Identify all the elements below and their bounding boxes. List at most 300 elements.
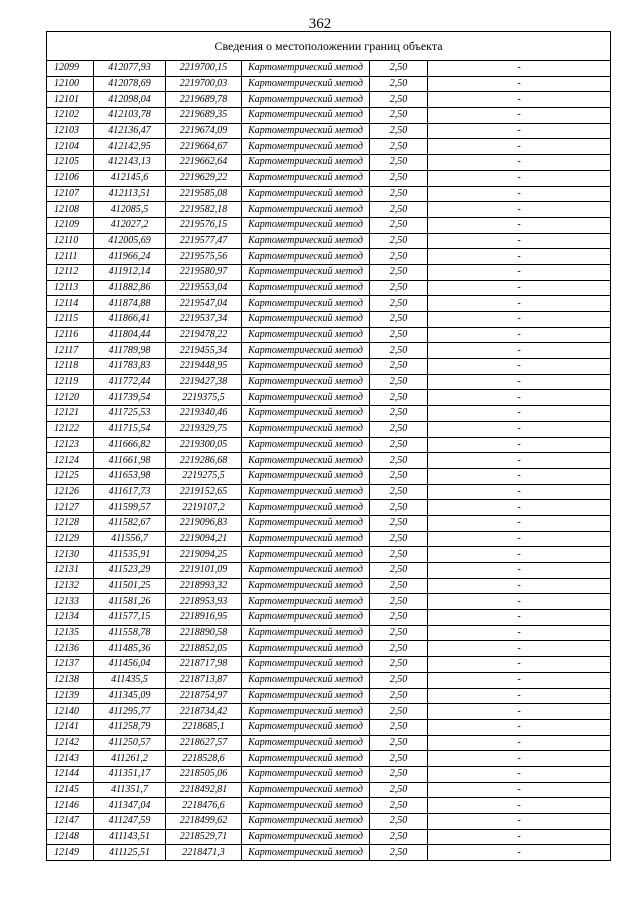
description-cell: - — [428, 719, 611, 735]
point-number-cell: 12139 — [47, 688, 94, 704]
point-number-cell: 12120 — [47, 390, 94, 406]
table-row — [47, 766, 611, 782]
y-coordinate-cell: 2219537,34 — [166, 312, 242, 328]
table-row — [47, 657, 611, 673]
point-number-cell: 12103 — [47, 123, 94, 139]
x-coordinate-cell: 411739,54 — [94, 390, 166, 406]
method-cell: Картометрический метод — [242, 437, 370, 453]
x-coordinate-cell: 411558,78 — [94, 625, 166, 641]
point-number-cell: 12133 — [47, 594, 94, 610]
point-number-cell: 12115 — [47, 312, 94, 328]
y-coordinate-cell: 2219329,75 — [166, 421, 242, 437]
method-cell: Картометрический метод — [242, 766, 370, 782]
y-coordinate-cell: 2218627,57 — [166, 735, 242, 751]
y-coordinate-cell: 2219689,35 — [166, 108, 242, 124]
description-cell: - — [428, 484, 611, 500]
method-cell: Картометрический метод — [242, 170, 370, 186]
accuracy-cell: 2,50 — [370, 312, 428, 328]
x-coordinate-cell: 411295,77 — [94, 704, 166, 720]
accuracy-cell: 2,50 — [370, 406, 428, 422]
point-number-cell: 12137 — [47, 657, 94, 673]
description-cell: - — [428, 139, 611, 155]
table-row — [47, 76, 611, 92]
table-row — [47, 531, 611, 547]
table-row — [47, 798, 611, 814]
accuracy-cell: 2,50 — [370, 437, 428, 453]
description-cell: - — [428, 814, 611, 830]
x-coordinate-cell: 411725,53 — [94, 406, 166, 422]
table-row — [47, 186, 611, 202]
description-cell: - — [428, 563, 611, 579]
method-cell: Картометрический метод — [242, 829, 370, 845]
accuracy-cell: 2,50 — [370, 782, 428, 798]
x-coordinate-cell: 411866,41 — [94, 312, 166, 328]
method-cell: Картометрический метод — [242, 217, 370, 233]
table-row — [47, 264, 611, 280]
accuracy-cell: 2,50 — [370, 139, 428, 155]
method-cell: Картометрический метод — [242, 92, 370, 108]
point-number-cell: 12148 — [47, 829, 94, 845]
point-number-cell: 12142 — [47, 735, 94, 751]
table-row — [47, 500, 611, 516]
accuracy-cell: 2,50 — [370, 719, 428, 735]
y-coordinate-cell: 2219700,03 — [166, 76, 242, 92]
accuracy-cell: 2,50 — [370, 547, 428, 563]
x-coordinate-cell: 412145,6 — [94, 170, 166, 186]
method-cell: Картометрический метод — [242, 657, 370, 673]
point-number-cell: 12116 — [47, 327, 94, 343]
x-coordinate-cell: 411577,15 — [94, 610, 166, 626]
table-row — [47, 453, 611, 469]
description-cell: - — [428, 233, 611, 249]
x-coordinate-cell: 412078,69 — [94, 76, 166, 92]
y-coordinate-cell: 2219547,04 — [166, 296, 242, 312]
accuracy-cell: 2,50 — [370, 500, 428, 516]
x-coordinate-cell: 411125,51 — [94, 845, 166, 861]
table-row — [47, 515, 611, 531]
description-cell: - — [428, 500, 611, 516]
point-number-cell: 12129 — [47, 531, 94, 547]
description-cell: - — [428, 766, 611, 782]
y-coordinate-cell: 2219094,25 — [166, 547, 242, 563]
point-number-cell: 12130 — [47, 547, 94, 563]
accuracy-cell: 2,50 — [370, 61, 428, 77]
point-number-cell: 12145 — [47, 782, 94, 798]
point-number-cell: 12111 — [47, 249, 94, 265]
method-cell: Картометрический метод — [242, 845, 370, 861]
point-number-cell: 12113 — [47, 280, 94, 296]
table-row — [47, 735, 611, 751]
x-coordinate-cell: 411874,88 — [94, 296, 166, 312]
x-coordinate-cell: 411581,26 — [94, 594, 166, 610]
table-row — [47, 672, 611, 688]
description-cell: - — [428, 390, 611, 406]
point-number-cell: 12127 — [47, 500, 94, 516]
x-coordinate-cell: 411617,73 — [94, 484, 166, 500]
y-coordinate-cell: 2218993,32 — [166, 578, 242, 594]
point-number-cell: 12132 — [47, 578, 94, 594]
y-coordinate-cell: 2218713,87 — [166, 672, 242, 688]
description-cell: - — [428, 578, 611, 594]
y-coordinate-cell: 2219576,15 — [166, 217, 242, 233]
table-row — [47, 829, 611, 845]
description-cell: - — [428, 92, 611, 108]
point-number-cell: 12123 — [47, 437, 94, 453]
y-coordinate-cell: 2218499,62 — [166, 814, 242, 830]
accuracy-cell: 2,50 — [370, 829, 428, 845]
method-cell: Картометрический метод — [242, 641, 370, 657]
accuracy-cell: 2,50 — [370, 563, 428, 579]
y-coordinate-cell: 2219455,34 — [166, 343, 242, 359]
x-coordinate-cell: 411715,54 — [94, 421, 166, 437]
accuracy-cell: 2,50 — [370, 374, 428, 390]
point-number-cell: 12149 — [47, 845, 94, 861]
method-cell: Картометрический метод — [242, 390, 370, 406]
method-cell: Картометрический метод — [242, 500, 370, 516]
table-row — [47, 421, 611, 437]
description-cell: - — [428, 468, 611, 484]
x-coordinate-cell: 412142,95 — [94, 139, 166, 155]
accuracy-cell: 2,50 — [370, 92, 428, 108]
x-coordinate-cell: 411351,17 — [94, 766, 166, 782]
table-row — [47, 139, 611, 155]
method-cell: Картометрический метод — [242, 359, 370, 375]
y-coordinate-cell: 2218471,3 — [166, 845, 242, 861]
y-coordinate-cell: 2219629,22 — [166, 170, 242, 186]
x-coordinate-cell: 411912,14 — [94, 264, 166, 280]
table-row — [47, 751, 611, 767]
description-cell: - — [428, 735, 611, 751]
method-cell: Картометрический метод — [242, 406, 370, 422]
description-cell: - — [428, 641, 611, 657]
y-coordinate-cell: 2218505,06 — [166, 766, 242, 782]
x-coordinate-cell: 411966,24 — [94, 249, 166, 265]
point-number-cell: 12143 — [47, 751, 94, 767]
description-cell: - — [428, 343, 611, 359]
point-number-cell: 12106 — [47, 170, 94, 186]
description-cell: - — [428, 704, 611, 720]
x-coordinate-cell: 411347,04 — [94, 798, 166, 814]
method-cell: Картометрический метод — [242, 139, 370, 155]
description-cell: - — [428, 782, 611, 798]
accuracy-cell: 2,50 — [370, 594, 428, 610]
table-row — [47, 688, 611, 704]
accuracy-cell: 2,50 — [370, 155, 428, 171]
description-cell: - — [428, 594, 611, 610]
point-number-cell: 12117 — [47, 343, 94, 359]
point-number-cell: 12109 — [47, 217, 94, 233]
y-coordinate-cell: 2218734,42 — [166, 704, 242, 720]
description-cell: - — [428, 845, 611, 861]
point-number-cell: 12121 — [47, 406, 94, 422]
table-row — [47, 312, 611, 328]
method-cell: Картометрический метод — [242, 186, 370, 202]
accuracy-cell: 2,50 — [370, 76, 428, 92]
point-number-cell: 12104 — [47, 139, 94, 155]
description-cell: - — [428, 76, 611, 92]
method-cell: Картометрический метод — [242, 264, 370, 280]
description-cell: - — [428, 688, 611, 704]
x-coordinate-cell: 411143,51 — [94, 829, 166, 845]
table-row — [47, 406, 611, 422]
x-coordinate-cell: 411783,83 — [94, 359, 166, 375]
y-coordinate-cell: 2218717,98 — [166, 657, 242, 673]
x-coordinate-cell: 411772,44 — [94, 374, 166, 390]
point-number-cell: 12138 — [47, 672, 94, 688]
table-row — [47, 327, 611, 343]
method-cell: Картометрический метод — [242, 155, 370, 171]
point-number-cell: 12108 — [47, 202, 94, 218]
accuracy-cell: 2,50 — [370, 515, 428, 531]
point-number-cell: 12126 — [47, 484, 94, 500]
point-number-cell: 12128 — [47, 515, 94, 531]
boundary-table — [46, 31, 611, 861]
method-cell: Картометрический метод — [242, 484, 370, 500]
table-row — [47, 782, 611, 798]
y-coordinate-cell: 2219375,5 — [166, 390, 242, 406]
description-cell: - — [428, 531, 611, 547]
accuracy-cell: 2,50 — [370, 468, 428, 484]
description-cell: - — [428, 170, 611, 186]
point-number-cell: 12110 — [47, 233, 94, 249]
table-row — [47, 92, 611, 108]
method-cell: Картометрический метод — [242, 202, 370, 218]
point-number-cell: 12118 — [47, 359, 94, 375]
x-coordinate-cell: 412136,47 — [94, 123, 166, 139]
x-coordinate-cell: 411345,09 — [94, 688, 166, 704]
method-cell: Картометрический метод — [242, 312, 370, 328]
accuracy-cell: 2,50 — [370, 123, 428, 139]
y-coordinate-cell: 2218754,97 — [166, 688, 242, 704]
x-coordinate-cell: 411247,59 — [94, 814, 166, 830]
method-cell: Картометрический метод — [242, 280, 370, 296]
accuracy-cell: 2,50 — [370, 421, 428, 437]
x-coordinate-cell: 411804,44 — [94, 327, 166, 343]
accuracy-cell: 2,50 — [370, 751, 428, 767]
x-coordinate-cell: 412027,2 — [94, 217, 166, 233]
description-cell: - — [428, 186, 611, 202]
point-number-cell: 12119 — [47, 374, 94, 390]
method-cell: Картометрический метод — [242, 782, 370, 798]
y-coordinate-cell: 2219427,38 — [166, 374, 242, 390]
y-coordinate-cell: 2219286,68 — [166, 453, 242, 469]
table-row — [47, 123, 611, 139]
accuracy-cell: 2,50 — [370, 264, 428, 280]
description-cell: - — [428, 829, 611, 845]
y-coordinate-cell: 2219101,09 — [166, 563, 242, 579]
table-title: Сведения о местоположении границ объекта — [47, 32, 611, 61]
table-row — [47, 594, 611, 610]
description-cell: - — [428, 437, 611, 453]
table-row — [47, 217, 611, 233]
accuracy-cell: 2,50 — [370, 233, 428, 249]
x-coordinate-cell: 412103,78 — [94, 108, 166, 124]
table-row — [47, 374, 611, 390]
x-coordinate-cell: 411261,2 — [94, 751, 166, 767]
accuracy-cell: 2,50 — [370, 704, 428, 720]
y-coordinate-cell: 2218953,93 — [166, 594, 242, 610]
description-cell: - — [428, 515, 611, 531]
method-cell: Картометрический метод — [242, 76, 370, 92]
accuracy-cell: 2,50 — [370, 390, 428, 406]
accuracy-cell: 2,50 — [370, 531, 428, 547]
description-cell: - — [428, 123, 611, 139]
table-row — [47, 641, 611, 657]
method-cell: Картометрический метод — [242, 123, 370, 139]
method-cell: Картометрический метод — [242, 735, 370, 751]
description-cell: - — [428, 327, 611, 343]
y-coordinate-cell: 2218890,58 — [166, 625, 242, 641]
y-coordinate-cell: 2218529,71 — [166, 829, 242, 845]
point-number-cell: 12112 — [47, 264, 94, 280]
x-coordinate-cell: 412077,93 — [94, 61, 166, 77]
table-row — [47, 625, 611, 641]
method-cell: Картометрический метод — [242, 343, 370, 359]
accuracy-cell: 2,50 — [370, 814, 428, 830]
x-coordinate-cell: 411582,67 — [94, 515, 166, 531]
point-number-cell: 12144 — [47, 766, 94, 782]
accuracy-cell: 2,50 — [370, 217, 428, 233]
description-cell: - — [428, 625, 611, 641]
table-row — [47, 296, 611, 312]
description-cell: - — [428, 610, 611, 626]
description-cell: - — [428, 657, 611, 673]
table-row — [47, 578, 611, 594]
y-coordinate-cell: 2219107,2 — [166, 500, 242, 516]
description-cell: - — [428, 202, 611, 218]
y-coordinate-cell: 2219674,09 — [166, 123, 242, 139]
table-row — [47, 845, 611, 861]
description-cell: - — [428, 312, 611, 328]
x-coordinate-cell: 411666,82 — [94, 437, 166, 453]
accuracy-cell: 2,50 — [370, 578, 428, 594]
y-coordinate-cell: 2219096,83 — [166, 515, 242, 531]
table-row — [47, 280, 611, 296]
method-cell: Картометрический метод — [242, 625, 370, 641]
method-cell: Картометрический метод — [242, 563, 370, 579]
description-cell: - — [428, 421, 611, 437]
y-coordinate-cell: 2218852,05 — [166, 641, 242, 657]
y-coordinate-cell: 2218476,6 — [166, 798, 242, 814]
x-coordinate-cell: 411456,04 — [94, 657, 166, 673]
x-coordinate-cell: 411250,57 — [94, 735, 166, 751]
point-number-cell: 12102 — [47, 108, 94, 124]
description-cell: - — [428, 155, 611, 171]
accuracy-cell: 2,50 — [370, 657, 428, 673]
point-number-cell: 12114 — [47, 296, 94, 312]
accuracy-cell: 2,50 — [370, 688, 428, 704]
table-row — [47, 359, 611, 375]
method-cell: Картометрический метод — [242, 672, 370, 688]
accuracy-cell: 2,50 — [370, 845, 428, 861]
y-coordinate-cell: 2219094,21 — [166, 531, 242, 547]
table-row — [47, 61, 611, 77]
accuracy-cell: 2,50 — [370, 170, 428, 186]
x-coordinate-cell: 412085,5 — [94, 202, 166, 218]
point-number-cell: 12141 — [47, 719, 94, 735]
table-row — [47, 484, 611, 500]
x-coordinate-cell: 412098,04 — [94, 92, 166, 108]
method-cell: Картометрический метод — [242, 374, 370, 390]
point-number-cell: 12100 — [47, 76, 94, 92]
method-cell: Картометрический метод — [242, 814, 370, 830]
accuracy-cell: 2,50 — [370, 672, 428, 688]
accuracy-cell: 2,50 — [370, 766, 428, 782]
method-cell: Картометрический метод — [242, 233, 370, 249]
x-coordinate-cell: 411789,98 — [94, 343, 166, 359]
point-number-cell: 12105 — [47, 155, 94, 171]
y-coordinate-cell: 2219700,15 — [166, 61, 242, 77]
method-cell: Картометрический метод — [242, 719, 370, 735]
table-row — [47, 468, 611, 484]
method-cell: Картометрический метод — [242, 468, 370, 484]
accuracy-cell: 2,50 — [370, 625, 428, 641]
y-coordinate-cell: 2219585,08 — [166, 186, 242, 202]
table-row — [47, 610, 611, 626]
point-number-cell: 12122 — [47, 421, 94, 437]
table-row — [47, 202, 611, 218]
table-title-row — [47, 32, 611, 61]
table-row — [47, 343, 611, 359]
y-coordinate-cell: 2219152,65 — [166, 484, 242, 500]
x-coordinate-cell: 411485,36 — [94, 641, 166, 657]
point-number-cell: 12124 — [47, 453, 94, 469]
y-coordinate-cell: 2219580,97 — [166, 264, 242, 280]
y-coordinate-cell: 2219448,95 — [166, 359, 242, 375]
x-coordinate-cell: 411435,5 — [94, 672, 166, 688]
method-cell: Картометрический метод — [242, 61, 370, 77]
description-cell: - — [428, 374, 611, 390]
y-coordinate-cell: 2219582,18 — [166, 202, 242, 218]
x-coordinate-cell: 411661,98 — [94, 453, 166, 469]
point-number-cell: 12136 — [47, 641, 94, 657]
y-coordinate-cell: 2219553,04 — [166, 280, 242, 296]
x-coordinate-cell: 411258,79 — [94, 719, 166, 735]
accuracy-cell: 2,50 — [370, 359, 428, 375]
point-number-cell: 12125 — [47, 468, 94, 484]
description-cell: - — [428, 547, 611, 563]
description-cell: - — [428, 108, 611, 124]
accuracy-cell: 2,50 — [370, 484, 428, 500]
accuracy-cell: 2,50 — [370, 327, 428, 343]
y-coordinate-cell: 2218492,81 — [166, 782, 242, 798]
method-cell: Картометрический метод — [242, 751, 370, 767]
accuracy-cell: 2,50 — [370, 296, 428, 312]
point-number-cell: 12146 — [47, 798, 94, 814]
method-cell: Картометрический метод — [242, 688, 370, 704]
point-number-cell: 12101 — [47, 92, 94, 108]
description-cell: - — [428, 280, 611, 296]
y-coordinate-cell: 2219300,05 — [166, 437, 242, 453]
description-cell: - — [428, 264, 611, 280]
table-row — [47, 233, 611, 249]
description-cell: - — [428, 61, 611, 77]
accuracy-cell: 2,50 — [370, 610, 428, 626]
accuracy-cell: 2,50 — [370, 202, 428, 218]
accuracy-cell: 2,50 — [370, 280, 428, 296]
y-coordinate-cell: 2219478,22 — [166, 327, 242, 343]
method-cell: Картометрический метод — [242, 453, 370, 469]
description-cell: - — [428, 453, 611, 469]
x-coordinate-cell: 411599,57 — [94, 500, 166, 516]
accuracy-cell: 2,50 — [370, 735, 428, 751]
method-cell: Картометрический метод — [242, 610, 370, 626]
x-coordinate-cell: 411653,98 — [94, 468, 166, 484]
table-row — [47, 704, 611, 720]
point-number-cell: 12134 — [47, 610, 94, 626]
description-cell: - — [428, 296, 611, 312]
table-row — [47, 108, 611, 124]
